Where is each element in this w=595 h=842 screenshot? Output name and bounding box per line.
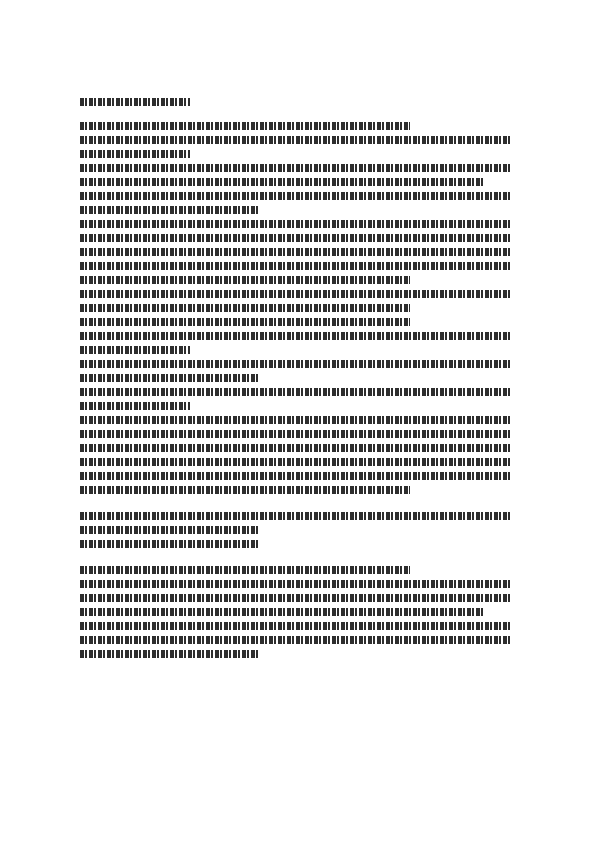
- text-line: [80, 430, 510, 438]
- text-line: [80, 290, 510, 298]
- spacer: [80, 502, 510, 512]
- text-line: [80, 346, 190, 354]
- text-line: [80, 622, 510, 630]
- text-line: [80, 566, 410, 574]
- text-line: [80, 594, 510, 602]
- document-body: [80, 98, 510, 666]
- text-line: [80, 540, 260, 548]
- text-line: [80, 220, 510, 228]
- text-line: [80, 332, 510, 340]
- text-line: [80, 444, 510, 452]
- text-line: [80, 486, 410, 494]
- text-line: [80, 636, 510, 644]
- text-line: [80, 402, 190, 410]
- text-line: [80, 192, 510, 200]
- spacer: [80, 112, 510, 122]
- text-line: [80, 164, 510, 172]
- text-line: [80, 416, 510, 424]
- text-line: [80, 360, 510, 368]
- text-line: [80, 276, 410, 284]
- text-line: [80, 526, 260, 534]
- text-line: [80, 374, 260, 382]
- spacer: [80, 556, 510, 566]
- text-line: [80, 150, 190, 158]
- text-line: [80, 318, 410, 326]
- text-line: [80, 472, 510, 480]
- text-line: [80, 458, 510, 466]
- text-line: [80, 234, 510, 242]
- text-line: [80, 580, 510, 588]
- paragraph-2: [80, 512, 510, 548]
- text-line: [80, 608, 485, 616]
- text-line: [80, 98, 190, 106]
- text-line: [80, 248, 510, 256]
- text-line: [80, 136, 510, 144]
- paragraph-3: [80, 566, 510, 658]
- paragraph-1: [80, 122, 510, 494]
- text-line: [80, 650, 260, 658]
- text-line: [80, 388, 510, 396]
- text-line: [80, 178, 485, 186]
- text-line: [80, 262, 510, 270]
- text-line: [80, 206, 260, 214]
- text-line: [80, 304, 410, 312]
- text-line: [80, 512, 510, 520]
- text-line: [80, 122, 410, 130]
